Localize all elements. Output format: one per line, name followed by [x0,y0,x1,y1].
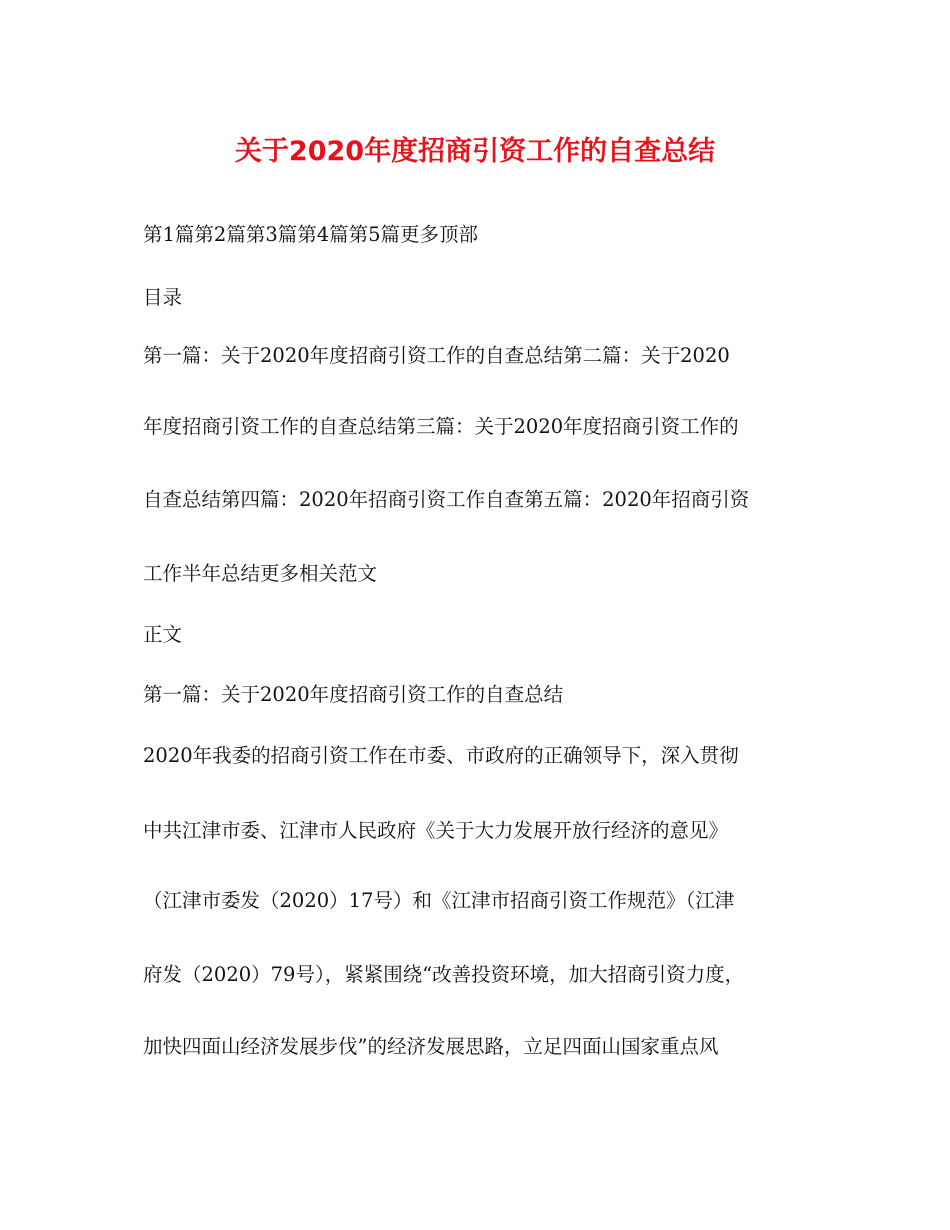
body-line-1: 2020年我委的招商引资工作在市委、市政府的正确领导下，深入贯彻 [143,744,739,767]
toc-line-3: 自查总结第四篇：2020年招商引资工作自查第五篇：2020年招商引资 [143,488,750,511]
body-line-2: 中共江津市委、江津市人民政府《关于大力发展开放行经济的意见》 [143,819,729,842]
body-line-4: 府发（2020）79号），紧紧围绕“改善投资环境，加大招商引资力度， [143,963,745,986]
nav-line: 第1篇第2篇第3篇第4篇第5篇更多顶部 [143,223,479,246]
body-line-3: （江津市委发（2020）17号）和《江津市招商引资工作规范》（江津 [143,889,735,912]
section-title: 第一篇：关于2020年度招商引资工作的自查总结 [143,683,564,706]
body-heading: 正文 [143,623,183,646]
toc-line-1: 第一篇：关于2020年度招商引资工作的自查总结第二篇：关于2020 [143,344,730,367]
toc-line-4: 工作半年总结更多相关范文 [143,562,378,585]
document-title: 关于2020年度招商引资工作的自查总结 [234,136,716,167]
toc-line-2: 年度招商引资工作的自查总结第三篇：关于2020年度招商引资工作的 [143,415,739,438]
toc-heading: 目录 [143,286,183,309]
body-line-5: 加快四面山经济发展步伐”的经济发展思路，立足四面山国家重点风 [143,1035,719,1058]
